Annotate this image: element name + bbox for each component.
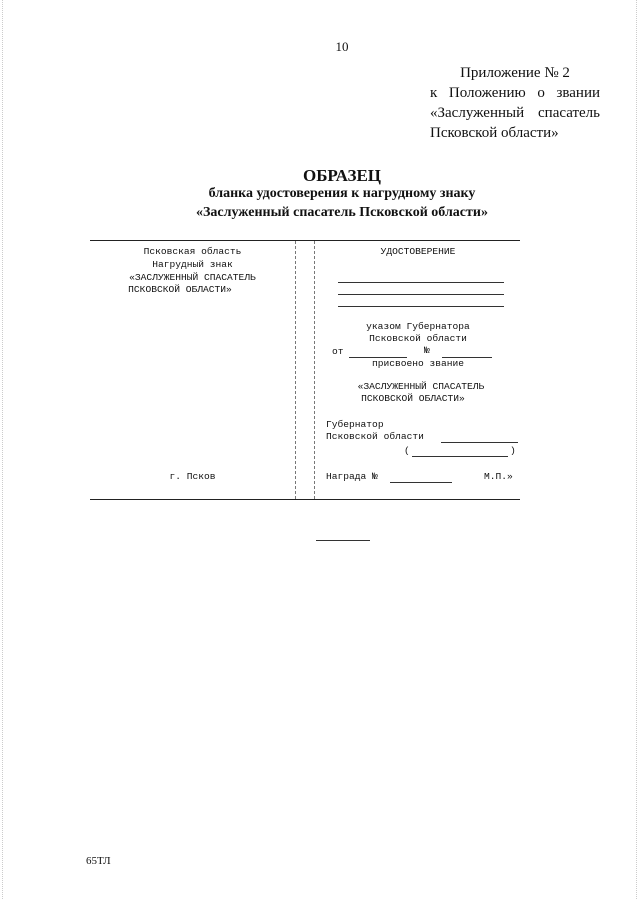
governor-name-field <box>412 456 508 457</box>
decree-line-1: указом Губернатора <box>366 321 470 332</box>
name-line-1 <box>338 282 504 283</box>
rank-line-2: ПСКОВСКОЙ ОБЛАСТИ» <box>361 393 465 404</box>
left-badge-name-2: ПСКОВСКОЙ ОБЛАСТИ» <box>128 284 232 295</box>
appendix-line-1: Приложение № 2 <box>460 65 570 81</box>
name-line-3 <box>338 306 504 307</box>
decree-line-2: Псковской области <box>369 333 467 344</box>
document-subtitle-2: «Заслуженный спасатель Псковской области» <box>196 205 488 220</box>
governor-signature-field <box>441 442 518 443</box>
document-subtitle-1: бланка удостоверения к нагрудному знаку <box>208 186 476 201</box>
scan-edge-left <box>2 0 3 899</box>
page-number: 10 <box>335 39 349 54</box>
appendix-block <box>430 63 600 143</box>
appendix-line-4: Псковской области» <box>430 125 559 141</box>
appendix-line-2: к Положению о звании <box>430 85 600 101</box>
date-label: от <box>332 346 344 357</box>
certificate-form <box>90 240 520 500</box>
governor-label-2: Псковской области <box>326 431 424 442</box>
governor-label-1: Губернатор <box>326 419 384 430</box>
fold-line <box>314 241 315 499</box>
document-title: ОБРАЗЕЦ <box>302 166 382 185</box>
certificate-heading: УДОСТОВЕРЕНИЕ <box>380 246 456 257</box>
awarded-label: присвоено звание <box>371 358 465 369</box>
stamp-label: М.П.» <box>484 471 513 482</box>
award-number-field <box>390 482 452 483</box>
award-number-label: Награда № <box>326 471 378 482</box>
left-city: г. Псков <box>169 471 216 482</box>
appendix-line-3: «Заслуженный спасатель <box>430 105 600 121</box>
paren-open: ( <box>404 445 410 456</box>
left-badge-label: Нагрудный знак <box>152 259 233 270</box>
fold-line <box>295 241 296 499</box>
left-badge-name-1: «ЗАСЛУЖЕННЫЙ СПАСАТЕЛЬ <box>129 272 256 283</box>
footer-code: 65ТЛ <box>86 855 111 867</box>
name-line-2 <box>338 294 504 295</box>
left-region: Псковская область <box>143 246 242 257</box>
rank-line-1: «ЗАСЛУЖЕННЫЙ СПАСАТЕЛЬ <box>357 381 485 392</box>
scan-edge-right <box>636 0 637 899</box>
paren-close: ) <box>510 445 516 456</box>
decree-number-sign: № <box>424 345 430 356</box>
separator-line <box>316 540 370 541</box>
